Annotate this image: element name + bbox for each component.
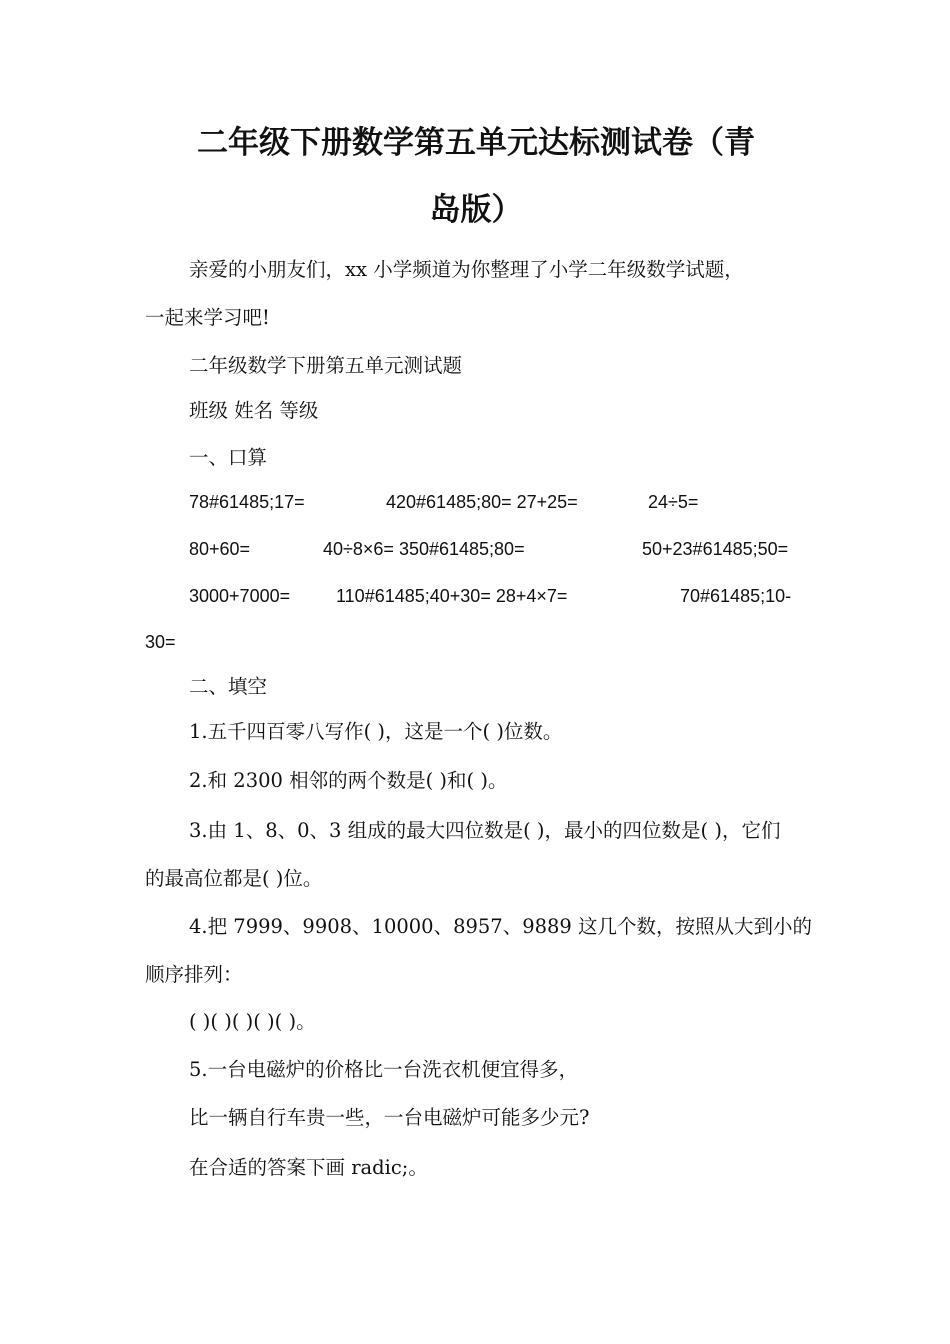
section2-heading: 二、填空: [189, 675, 268, 698]
calc-item: 24÷5=: [648, 492, 699, 512]
calc-item: 78#61485;17=: [189, 492, 305, 512]
document-title-line2: 岛版）: [429, 192, 523, 228]
calc-item: 30=: [145, 632, 176, 652]
intro-line2: 一起来学习吧!: [145, 306, 270, 329]
question-5-line3: 在合适的答案下画 radic;。: [189, 1156, 428, 1179]
class-info: 班级 姓名 等级: [189, 399, 319, 422]
subtitle: 二年级数学下册第五单元测试题: [189, 354, 463, 377]
question-4-line3: ( )( )( )( )( )。: [189, 1010, 316, 1033]
question-5-line2: 比一辆自行车贵一些，一台电磁炉可能多少元?: [189, 1106, 590, 1129]
section1-heading: 一、口算: [189, 446, 268, 469]
document-title-line1: 二年级下册数学第五单元达标测试卷（青: [197, 125, 755, 161]
question-1: 1.五千四百零八写作( )，这是一个( )位数。: [189, 720, 563, 743]
question-3-line2: 的最高位都是( )位。: [145, 867, 323, 890]
calc-item: 50+23#61485;50=: [642, 539, 789, 559]
question-2: 2.和 2300 相邻的两个数是( )和( )。: [189, 769, 508, 792]
calc-item: 3000+7000=: [189, 586, 291, 606]
question-3-line1: 3.由 1、8、0、3 组成的最大四位数是( )，最小的四位数是( )，它们: [189, 819, 781, 842]
intro-line1: 亲爱的小朋友们，xx 小学频道为你整理了小学二年级数学试题，: [189, 258, 744, 281]
calc-item: 70#61485;10-: [680, 586, 792, 606]
question-5-line1: 5.一台电磁炉的价格比一台洗衣机便宜得多，: [189, 1058, 579, 1081]
calc-item: 40÷8×6= 350#61485;80=: [323, 539, 525, 559]
calc-item: 110#61485;40+30= 28+4×7=: [336, 586, 568, 606]
question-4-line1: 4.把 7999、9908、10000、8957、9889 这几个数，按照从大到小的: [189, 915, 813, 938]
question-4-line2: 顺序排列：: [145, 963, 243, 986]
calc-item: 420#61485;80= 27+25=: [386, 492, 578, 512]
calc-item: 80+60=: [189, 539, 251, 559]
